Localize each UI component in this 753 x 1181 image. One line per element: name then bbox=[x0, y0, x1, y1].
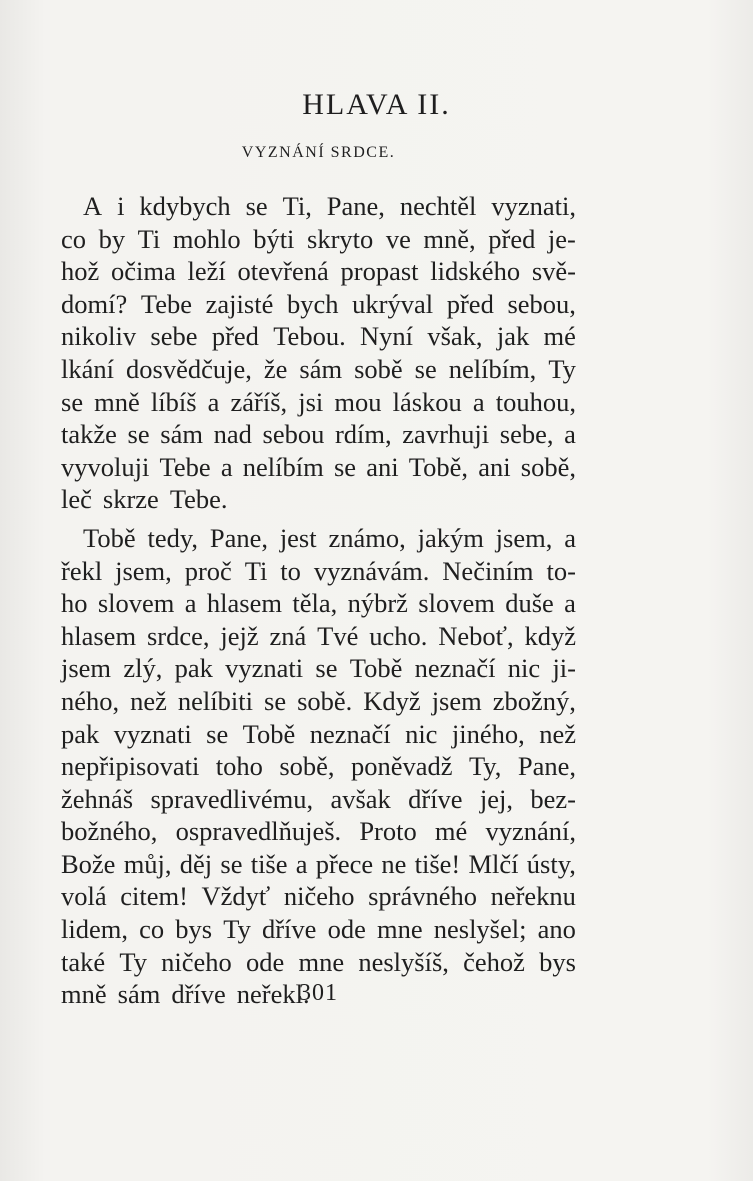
word: ode bbox=[327, 914, 366, 945]
word: ho bbox=[61, 588, 88, 619]
text-line bbox=[61, 320, 576, 353]
word: spravedlivému, bbox=[150, 783, 314, 814]
word: těla, bbox=[292, 588, 338, 619]
word: neslyšel; bbox=[433, 914, 527, 945]
word: se bbox=[315, 653, 338, 684]
word: Mlčí bbox=[468, 848, 519, 879]
text-line bbox=[61, 483, 576, 516]
word: Pane, bbox=[209, 522, 268, 553]
word: sám bbox=[160, 419, 203, 450]
text-line bbox=[61, 750, 576, 783]
word: mou bbox=[334, 386, 382, 417]
word: kdybych bbox=[139, 191, 231, 221]
word: můj, bbox=[123, 848, 172, 879]
word: neznačí bbox=[414, 653, 496, 684]
word: avšak bbox=[330, 783, 391, 814]
text-line bbox=[61, 288, 576, 321]
word: Nyní bbox=[360, 321, 414, 352]
word: mne bbox=[376, 914, 423, 945]
word: před bbox=[488, 223, 536, 254]
word: se bbox=[414, 353, 437, 384]
word: zná bbox=[269, 620, 307, 651]
word: slovem bbox=[97, 588, 175, 619]
word: takže bbox=[61, 419, 117, 450]
word: pak bbox=[61, 718, 100, 749]
word: mne bbox=[298, 946, 345, 977]
word: A bbox=[83, 191, 103, 221]
text-line bbox=[61, 555, 576, 588]
word: sebou bbox=[262, 419, 325, 450]
word: vyznati bbox=[225, 653, 304, 684]
word: Pane, bbox=[326, 191, 385, 221]
word: sám bbox=[117, 979, 161, 1010]
word: rdím, bbox=[334, 419, 392, 450]
word: jsem bbox=[431, 685, 482, 716]
word: Tebou. bbox=[273, 321, 346, 352]
word: je- bbox=[547, 223, 576, 254]
word: také bbox=[61, 946, 106, 977]
word: ničeho bbox=[283, 881, 355, 912]
word: před bbox=[211, 321, 259, 352]
word: ji- bbox=[552, 653, 576, 684]
word: pak bbox=[174, 653, 213, 684]
word: mně bbox=[94, 386, 140, 417]
word: svě- bbox=[531, 256, 576, 287]
word: jsem bbox=[61, 653, 112, 684]
word: než bbox=[130, 685, 167, 716]
word: nelíbím, bbox=[448, 353, 537, 384]
word: bych bbox=[286, 288, 339, 319]
text-line bbox=[61, 783, 576, 816]
word: ani bbox=[366, 451, 399, 482]
word: zbožný, bbox=[492, 685, 576, 716]
word: Když bbox=[363, 685, 421, 716]
word: mně bbox=[61, 979, 107, 1010]
word: záříš, bbox=[230, 386, 288, 417]
word: citem! bbox=[120, 881, 188, 912]
word: propast bbox=[340, 256, 419, 287]
word: když bbox=[524, 620, 576, 651]
word: tiše bbox=[250, 848, 288, 879]
word: Ti bbox=[244, 555, 268, 586]
word: zavrhuji bbox=[402, 419, 490, 450]
word: touhou, bbox=[495, 386, 576, 417]
word: mohlo bbox=[172, 223, 241, 254]
word: jakým bbox=[417, 522, 484, 553]
word: leží bbox=[187, 256, 226, 287]
word: Tebe bbox=[140, 288, 193, 319]
word: to- bbox=[546, 555, 576, 586]
word: ano bbox=[537, 914, 576, 945]
word: domí? bbox=[61, 288, 128, 319]
word: by bbox=[98, 223, 126, 254]
text-line bbox=[61, 190, 576, 223]
word: lidského bbox=[430, 256, 521, 287]
word: lkání bbox=[61, 353, 114, 384]
word: jsi bbox=[298, 386, 324, 417]
word: skryto bbox=[307, 223, 374, 254]
word: než bbox=[539, 718, 576, 749]
word: proč bbox=[184, 555, 232, 586]
word: se bbox=[127, 419, 150, 450]
word: Ty, bbox=[468, 751, 502, 782]
text-line bbox=[61, 946, 576, 979]
word: a bbox=[220, 451, 233, 482]
chapter-title: HLAVA II. bbox=[302, 88, 451, 121]
word: Tobě bbox=[349, 653, 403, 684]
word: se bbox=[245, 191, 268, 221]
word: Tvé bbox=[317, 620, 359, 651]
word: dříve bbox=[408, 783, 463, 814]
word: se bbox=[206, 718, 229, 749]
word: jiného, bbox=[451, 718, 525, 749]
word: bys bbox=[539, 946, 576, 977]
word: vyznání, bbox=[485, 816, 576, 847]
text-line bbox=[61, 685, 576, 718]
paragraph bbox=[61, 522, 576, 1011]
word: Tebe bbox=[159, 451, 211, 482]
paragraph bbox=[61, 190, 576, 516]
word: před bbox=[446, 288, 494, 319]
chapter-subtitle: VYZNÁNÍ SRDCE. bbox=[241, 144, 396, 161]
word: nic bbox=[507, 653, 541, 684]
word: děj bbox=[179, 848, 213, 879]
word: mně, bbox=[423, 223, 476, 254]
word: a bbox=[295, 848, 308, 879]
word: se bbox=[264, 685, 287, 716]
word: sebe bbox=[150, 321, 198, 352]
word: mé bbox=[543, 321, 576, 352]
text-line bbox=[61, 587, 576, 620]
word: co bbox=[61, 223, 87, 254]
word: ani bbox=[478, 451, 511, 482]
word: Tebe. bbox=[169, 484, 228, 515]
word: a bbox=[472, 386, 485, 417]
word: Vždyť bbox=[201, 881, 271, 912]
word: nechtěl bbox=[399, 191, 477, 221]
text-line bbox=[61, 386, 576, 419]
word: poněvadž bbox=[350, 751, 453, 782]
word: sebou, bbox=[507, 288, 576, 319]
word: sobě bbox=[354, 353, 403, 384]
word: neznačí bbox=[309, 718, 391, 749]
word: ucho. bbox=[369, 620, 428, 651]
word: a bbox=[184, 588, 197, 619]
word: dosvědčuje, bbox=[126, 353, 252, 384]
word: ného, bbox=[61, 685, 120, 716]
word: láskou bbox=[392, 386, 462, 417]
word: to bbox=[280, 555, 301, 586]
word: vyznati bbox=[113, 718, 192, 749]
word: ústy, bbox=[526, 848, 576, 879]
text-line bbox=[61, 913, 576, 946]
word: žehnáš bbox=[61, 783, 134, 814]
text-line bbox=[61, 718, 576, 751]
word: se bbox=[220, 848, 243, 879]
word: tiše! bbox=[414, 848, 461, 879]
word: a bbox=[564, 419, 576, 450]
word: slovem bbox=[418, 588, 495, 619]
word: hož bbox=[61, 256, 100, 287]
word: ne bbox=[381, 848, 407, 879]
word: neřeknu bbox=[490, 881, 576, 912]
word: sobě, bbox=[279, 751, 335, 782]
word: Pane, bbox=[517, 751, 576, 782]
word: že bbox=[263, 353, 288, 384]
word: otevřená bbox=[237, 256, 329, 287]
word: jest bbox=[279, 522, 317, 553]
word: Ty bbox=[548, 353, 576, 384]
word: sám bbox=[299, 353, 343, 384]
word: bys bbox=[175, 914, 213, 945]
word: zlý, bbox=[123, 653, 163, 684]
word: jej, bbox=[479, 783, 514, 814]
word: správného bbox=[368, 881, 477, 912]
word: volá bbox=[61, 881, 107, 912]
word: dříve bbox=[171, 979, 226, 1010]
word: známo, bbox=[328, 522, 406, 553]
word: ničeho bbox=[161, 946, 232, 977]
word: jak bbox=[496, 321, 530, 352]
word: přece bbox=[315, 848, 374, 879]
text-line bbox=[61, 353, 576, 386]
word: Ti, bbox=[282, 191, 312, 221]
word: Ty bbox=[119, 946, 147, 977]
word: srdce, bbox=[146, 620, 210, 651]
text-line bbox=[61, 522, 576, 555]
word: mé bbox=[434, 816, 468, 847]
word: nýbrž bbox=[347, 588, 408, 619]
word: duše bbox=[505, 588, 554, 619]
text-line bbox=[61, 815, 576, 848]
word: skrze bbox=[102, 484, 159, 515]
text-line bbox=[61, 880, 576, 913]
word: jsem, bbox=[115, 555, 172, 586]
word: hlasem bbox=[206, 588, 282, 619]
word: nad bbox=[213, 419, 252, 450]
word: leč bbox=[61, 484, 92, 515]
word: ode bbox=[246, 946, 285, 977]
word: a bbox=[564, 588, 576, 619]
word: Tobě bbox=[83, 522, 136, 553]
text-line bbox=[61, 451, 576, 484]
text-line bbox=[61, 418, 576, 451]
body-text bbox=[61, 190, 576, 1011]
word: Ti bbox=[137, 223, 161, 254]
word: toho bbox=[215, 751, 263, 782]
word: lidem, bbox=[61, 914, 128, 945]
text-line bbox=[61, 620, 576, 653]
word: líbíš bbox=[150, 386, 197, 417]
word: co bbox=[139, 914, 165, 945]
word: ospravedlňuješ. bbox=[175, 816, 342, 847]
word: se bbox=[61, 386, 84, 417]
word: nic bbox=[405, 718, 438, 749]
word: jsem, bbox=[495, 522, 553, 553]
word: Tobě, bbox=[408, 451, 469, 482]
word: nepřipisovati bbox=[61, 751, 200, 782]
page-number: 301 bbox=[299, 980, 338, 1006]
word: sobě. bbox=[297, 685, 353, 716]
word: Ty bbox=[223, 914, 251, 945]
word: vyznati, bbox=[491, 191, 576, 221]
word: řekl bbox=[61, 555, 103, 586]
word: sebe, bbox=[499, 419, 554, 450]
word: sobě, bbox=[520, 451, 576, 482]
word: zajisté bbox=[205, 288, 274, 319]
word: býti bbox=[253, 223, 295, 254]
word: očima bbox=[111, 256, 176, 287]
word: nelíbím bbox=[242, 451, 324, 482]
word: neřekl. bbox=[236, 979, 310, 1010]
word: Proto bbox=[359, 816, 417, 847]
word: však, bbox=[427, 321, 483, 352]
word: se bbox=[333, 451, 357, 482]
word: i bbox=[117, 191, 125, 221]
word: nelíbiti bbox=[177, 685, 253, 716]
word: bez- bbox=[530, 783, 576, 814]
word: Tobě bbox=[242, 718, 296, 749]
word: ukrýval bbox=[352, 288, 434, 319]
word: vyvoluji bbox=[61, 451, 150, 482]
text-line bbox=[61, 223, 576, 256]
word: neslyšíš, bbox=[358, 946, 449, 977]
word: a bbox=[564, 522, 576, 553]
word: a bbox=[207, 386, 220, 417]
word: Neboť, bbox=[438, 620, 514, 651]
word: tedy, bbox=[147, 522, 198, 553]
word: vyznávám. bbox=[313, 555, 430, 586]
word: ve bbox=[385, 223, 411, 254]
text-line bbox=[61, 652, 576, 685]
word: Bože bbox=[61, 848, 116, 879]
text-line bbox=[61, 848, 576, 881]
word: čehož bbox=[463, 946, 525, 977]
word: dříve bbox=[261, 914, 317, 945]
text-line bbox=[61, 255, 576, 288]
word: jejž bbox=[220, 620, 259, 651]
word: nikoliv bbox=[61, 321, 137, 352]
word: Nečiním bbox=[442, 555, 534, 586]
word: hlasem bbox=[61, 620, 137, 651]
word: božného, bbox=[61, 816, 158, 847]
